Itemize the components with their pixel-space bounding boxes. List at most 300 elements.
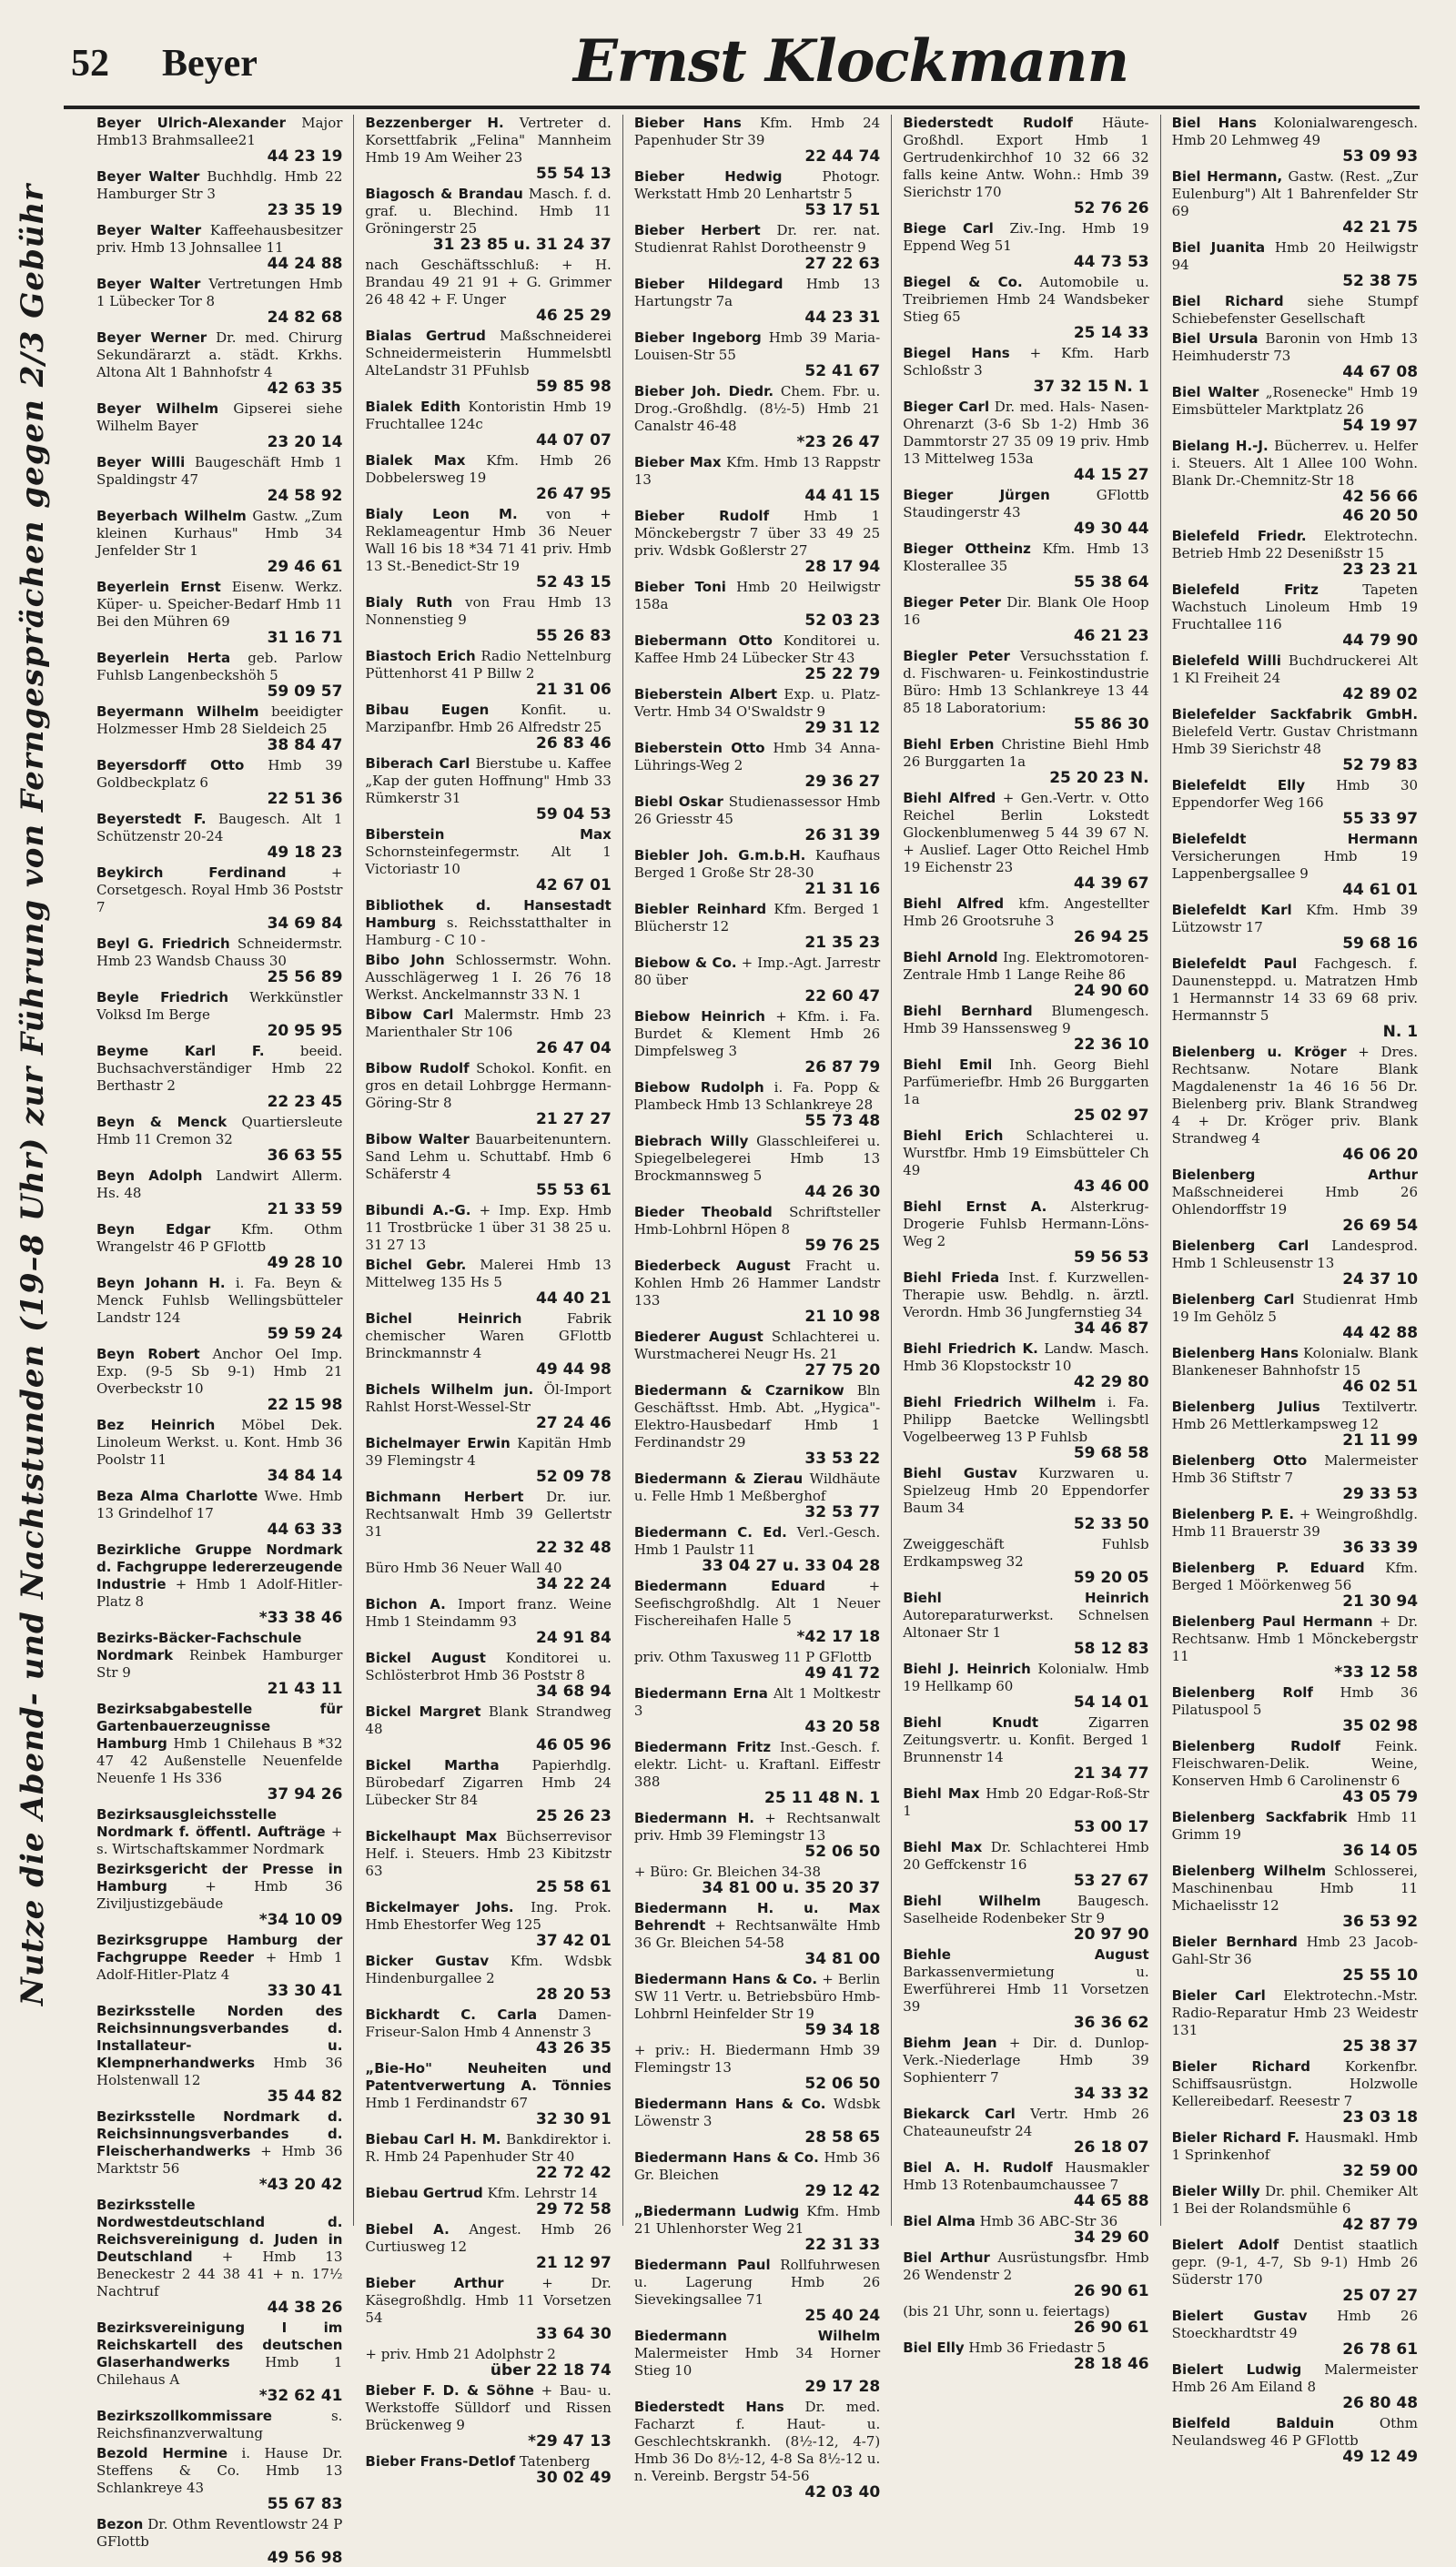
entry-name: Bibow Walter xyxy=(365,1131,470,1147)
advertiser-banner: Ernst Klockmann xyxy=(573,27,1129,96)
directory-entry xyxy=(634,168,880,219)
entry-details: + Hmb 36 Marktstr 56 xyxy=(96,2143,343,2177)
entry-name: Biagosch & Brandau xyxy=(365,186,523,202)
entry-details: Baronin von Hmb 13 Heimhuderstr 73 xyxy=(1171,330,1419,364)
entry-phone: 36 14 05 xyxy=(1342,1842,1419,1860)
directory-entry xyxy=(1172,777,1418,828)
entry-phone: 59 76 25 xyxy=(804,1237,881,1255)
directory-entry xyxy=(96,222,342,273)
entry-details: Dentist staatlich gepr. (9-1, 4-7, Sb 9-1) Hmb 26 Süderstr 170 xyxy=(1171,2237,1419,2288)
entry-details: Chem. Fbr. u. Drog.-Großhdlg. (8½-5) Hmb 21 Canalstr 46-48 xyxy=(633,383,881,434)
entry-name: Beyer Walter xyxy=(96,168,200,185)
entry-name: Biebau Gertrud xyxy=(365,2185,483,2201)
directory-entry xyxy=(903,399,1148,484)
directory-entry xyxy=(1172,2058,1418,2127)
entry-phone: 49 30 44 xyxy=(1073,520,1149,538)
entry-name: Biederer August xyxy=(633,1329,763,1345)
directory-entry xyxy=(634,2257,880,2325)
directory-entry xyxy=(903,1127,1148,1196)
entry-phone: N. 1 xyxy=(1382,1023,1419,1041)
entry-phone: 59 85 98 xyxy=(536,378,612,396)
directory-entry xyxy=(1172,1291,1418,1342)
entry-phone: 26 90 61 xyxy=(1073,2282,1149,2300)
entry-phone: 34 22 24 xyxy=(536,1575,612,1593)
entry-name: Biehl Alfred xyxy=(903,790,996,806)
entry-name: Bichel Gebr. xyxy=(365,1257,467,1273)
entry-name: Bielenberg Otto xyxy=(1171,1452,1308,1469)
entry-phone: 49 18 23 xyxy=(267,844,343,862)
directory-entry xyxy=(1172,706,1418,774)
entry-name: Bieber Hedwig xyxy=(633,168,783,185)
entry-phone: 55 67 83 xyxy=(267,2495,343,2513)
entry-name: Beza Alma Charlotte xyxy=(96,1488,258,1504)
entry-name: Bezirksstelle Nordmark d. Reichsinnungsverbandes d. Fleischerhandwerks xyxy=(96,2108,343,2159)
entry-phone: 42 63 35 xyxy=(267,379,343,398)
entry-name: Biederbeck August xyxy=(633,1258,791,1274)
entry-phone: 25 07 27 xyxy=(1342,2287,1419,2305)
entry-phone: 31 23 85 u. 31 24 37 xyxy=(432,236,612,254)
directory-entry xyxy=(1172,384,1418,435)
directory-entry xyxy=(1172,1684,1418,1735)
directory-entry xyxy=(96,864,342,933)
entry-name: Bialek Max xyxy=(365,452,466,469)
entry-details: „Rosenecke" Hmb 19 Eimsbütteler Marktplatz 26 xyxy=(1171,384,1419,418)
entry-name: Bieger Ottheinz xyxy=(903,541,1031,557)
directory-entry xyxy=(634,508,880,576)
entry-details: Baugesch. Alt 1 Schützenstr 20-24 xyxy=(96,811,343,844)
entry-name: Biebler Reinhard xyxy=(633,901,767,917)
entry-details: Hmb 34 Anna-Lührings-Weg 2 xyxy=(633,740,881,773)
entry-phone: 21 27 27 xyxy=(536,1110,612,1128)
directory-entry xyxy=(96,1541,342,1627)
entry-phone: 49 41 72 xyxy=(804,1664,881,1683)
entry-name: Bieler Carl xyxy=(1171,1987,1266,2004)
entry-phone: 24 37 10 xyxy=(1342,1270,1419,1289)
directory-entry xyxy=(903,895,1148,946)
entry-details: Damen-Friseur-Salon Hmb 4 Annenstr 3 xyxy=(365,2006,612,2040)
entry-details: Malermeister Hmb 34 Horner Stieg 10 xyxy=(633,2345,881,2379)
entry-name: Bielenberg P. Eduard xyxy=(1171,1560,1365,1576)
entry-phone: 21 31 06 xyxy=(536,681,612,699)
directory-entry xyxy=(96,703,342,754)
entry-name: Biedermann C. Ed. xyxy=(633,1524,787,1541)
entry-phone: 31 16 71 xyxy=(267,629,343,647)
entry-name: Biedermann & Czarnikow xyxy=(633,1382,844,1399)
entry-details: s. Reichsfinanzverwaltung xyxy=(96,2408,343,2441)
entry-details: Dr. rer. nat. Studienrat Rahlst Dorotheenstr 9 xyxy=(633,222,881,256)
entry-phone: *34 10 09 xyxy=(258,1911,343,1929)
entry-name: „Biedermann Ludwig xyxy=(633,2203,800,2219)
entry-details: Kolonialw. Blank Blankeneser Bahnhofstr 15 xyxy=(1171,1345,1419,1379)
directory-entry xyxy=(96,811,342,862)
entry-details: Glasschleiferei u. Spiegelbelegerei Hmb 13 Brockmannsweg 5 xyxy=(633,1133,881,1184)
directory-entry xyxy=(96,1861,342,1929)
entry-details: Major Hmb13 Brahmsallee21 xyxy=(96,115,343,148)
entry-name: Bichelmayer Erwin xyxy=(365,1435,511,1451)
directory-entry xyxy=(96,2408,342,2442)
entry-phone: 30 02 49 xyxy=(536,2469,612,2487)
entry-phone: 59 34 18 xyxy=(804,2021,881,2039)
entry-name: Biege Carl xyxy=(903,220,994,237)
entry-phone: 44 73 53 xyxy=(1073,253,1149,271)
entry-details: i. Fa. Popp & Plambeck Hmb 13 Schlankreye 28 xyxy=(633,1079,881,1113)
entry-details: Kfm. Hmb 13 Klosterallee 35 xyxy=(903,541,1149,574)
entry-phone: 54 19 97 xyxy=(1342,417,1419,435)
entry-details: Buchhdlg. Hmb 22 Hamburger Str 3 xyxy=(96,168,343,202)
entry-phone: 53 00 17 xyxy=(1073,1818,1149,1836)
entry-phone: 52 06 50 xyxy=(804,1843,881,1861)
entry-phone: 22 60 47 xyxy=(804,987,881,1006)
entry-details: + Dir. d. Dunlop-Verk.-Niederlage Hmb 39 Sophienterr 7 xyxy=(903,2035,1149,2086)
entry-details: Buchdruckerei Alt 1 Kl Freiheit 24 xyxy=(1171,652,1419,686)
entry-phone: 23 35 19 xyxy=(267,201,343,219)
entry-name: Biebermann Otto xyxy=(633,632,773,649)
entry-details: Bauarbeitenuntern. Sand Lehm u. Schuttabf. Hmb 6 Schäferstr 4 xyxy=(365,1131,612,1182)
entry-name: Biel Hermann, xyxy=(1171,168,1283,185)
entry-phone: 44 61 01 xyxy=(1342,881,1419,899)
entry-phone: 52 43 15 xyxy=(536,573,612,591)
entry-details: + Seefischgroßhdlg. Alt 1 Neuer Fischereihafen Halle 5 xyxy=(633,1578,881,1629)
entry-details: Landw. Masch. Hmb 36 Klopstockstr 10 xyxy=(903,1340,1149,1374)
directory-entry xyxy=(1172,239,1418,290)
header-rule xyxy=(64,106,1420,109)
directory-entry xyxy=(634,955,880,1006)
entry-details: Elektrotechn. Betrieb Hmb 22 Desenißstr 15 xyxy=(1171,528,1419,561)
directory-entry xyxy=(1172,1560,1418,1611)
entry-details: Maßschneiderei Schneidermeisterin Hummelsbtl AlteLandstr 31 PFuhlsb xyxy=(365,328,612,379)
entry-phone: 44 24 88 xyxy=(267,255,343,273)
directory-entry xyxy=(634,383,880,451)
entry-details: Inst. f. Kurzwellen-Therapie usw. Behdlg. n. ärztl. Verordn. Hmb 36 Jungfernstieg 34 xyxy=(903,1269,1149,1320)
directory-entry xyxy=(365,2006,611,2057)
directory-entry xyxy=(634,115,880,166)
entry-name: Biekarck Carl xyxy=(903,2106,1016,2122)
entry-phone: 49 28 10 xyxy=(267,1254,343,1272)
entry-name: Biel A. H. Rudolf xyxy=(903,2159,1053,2176)
entry-details: + Hmb 1 Adolf-Hitler-Platz 8 xyxy=(96,1576,343,1610)
entry-details: + Corsetgesch. Royal Hmb 36 Poststr 7 xyxy=(96,864,343,915)
directory-entry xyxy=(365,1257,611,1308)
directory-entry xyxy=(96,1701,342,1804)
entry-name: Bickelhaupt Max xyxy=(365,1828,498,1844)
entry-details: Kfm. Lehrstr 14 xyxy=(487,2185,598,2201)
entry-details: Blumengesch. Hmb 39 Hanssensweg 9 xyxy=(903,1003,1149,1036)
entry-phone: 44 79 90 xyxy=(1342,632,1419,650)
entry-phone: 53 09 93 xyxy=(1342,147,1419,166)
entry-phone: 25 22 79 xyxy=(804,665,881,683)
directory-columns xyxy=(86,115,1429,2567)
entry-name: Biehl Gustav xyxy=(903,1465,1017,1481)
directory-entry xyxy=(96,2108,342,2194)
entry-details: Hmb 36 Pilatuspool 5 xyxy=(1171,1684,1419,1718)
entry-name: Beyn Adolph xyxy=(96,1167,203,1184)
entry-phone: 43 26 35 xyxy=(536,2039,612,2057)
entry-name: Bialek Edith xyxy=(365,399,461,415)
entry-phone: 25 55 10 xyxy=(1342,1966,1419,1985)
entry-details: Kurzwaren u. Spielzeug Hmb 20 Eppendorfer Baum 34 xyxy=(903,1465,1149,1516)
entry-name: Bielenberg P. E. xyxy=(1171,1506,1294,1522)
directory-entry xyxy=(365,2346,611,2380)
entry-details: Schlosserei, Maschinenbau Hmb 11 Michaelisstr 12 xyxy=(1171,1863,1419,1914)
directory-entry xyxy=(1172,1167,1418,1235)
entry-phone: *29 47 13 xyxy=(528,2432,612,2451)
entry-phone: 26 18 07 xyxy=(1073,2138,1149,2157)
entry-details: Werkkünstler Volksd Im Berge xyxy=(96,989,343,1023)
directory-entry xyxy=(365,1310,611,1379)
entry-name: Bielefeld Friedr. xyxy=(1171,528,1307,544)
entry-details: Bücherrev. u. Helfer i. Steuers. Alt 1 Allee 100 Wohn. Blank Dr.-Chemnitz-Str 18 xyxy=(1171,438,1419,489)
directory-entry xyxy=(1172,1987,1418,2056)
entry-details: Exp. u. Platz-Vertr. Hmb 34 O'Swaldstr 9 xyxy=(633,686,881,720)
entry-phone: 21 30 94 xyxy=(1342,1592,1419,1611)
directory-entry xyxy=(365,952,611,1004)
directory-entry xyxy=(903,1003,1148,1054)
side-notice xyxy=(0,107,66,2082)
entry-name: Biehle August xyxy=(903,1946,1149,1963)
entry-phone: 22 51 36 xyxy=(267,790,343,808)
entry-name: Bibundi A.-G. xyxy=(365,1202,471,1218)
entry-details: von + Reklameagentur Hmb 36 Neuer Wall 16 bis 18 *34 71 41 priv. Hmb 13 St.-Benedict-Str 19 xyxy=(365,506,612,574)
entry-phone: 27 75 20 xyxy=(804,1361,881,1380)
entry-phone: 20 95 95 xyxy=(267,1022,343,1040)
entry-name: Bickelmayer Johs. xyxy=(365,1899,514,1915)
entry-name: Bielenberg u. Kröger xyxy=(1171,1044,1347,1060)
directory-entry xyxy=(634,847,880,898)
entry-name: Biegel & Co. xyxy=(903,274,1023,290)
entry-name: Bielefeldt Karl xyxy=(1171,902,1292,918)
entry-phone: 34 69 84 xyxy=(267,915,343,933)
directory-entry xyxy=(365,897,611,949)
entry-phone: 55 73 48 xyxy=(804,1112,881,1130)
entry-details: Dr. iur. Rechtsanwalt Hmb 39 Gellertstr 31 xyxy=(365,1489,612,1540)
entry-name: Beyer Willi xyxy=(96,454,186,470)
entry-details: Malermeister Hmb 26 Am Eiland 8 xyxy=(1171,2361,1419,2395)
entry-phone: 59 20 05 xyxy=(1073,1569,1149,1587)
entry-name: Bielefeldt Elly xyxy=(1171,777,1306,793)
entry-details: Möbel Dek. Linoleum Werkst. u. Kont. Hmb 36 Poolstr 11 xyxy=(96,1417,343,1468)
entry-name: Bezirksausgleichsstelle Nordmark f. öffentl. Aufträge xyxy=(96,1806,326,1840)
entry-name: Beyerlein Herta xyxy=(96,650,231,666)
directory-entry xyxy=(365,2221,611,2272)
entry-details: s. Reichsstatthalter in Hamburg - C 10 - xyxy=(365,915,612,948)
entry-details: + Gen.-Vertr. v. Otto Reichel Berlin Lokstedt Glockenblumenweg 5 44 39 67 N. + Auslief. Lager Otto Reichel Hmb 19 Eichenstr 23 xyxy=(903,790,1149,875)
entry-details: Hmb 1 Ferdinandstr 67 xyxy=(365,2095,529,2111)
entry-phone: 25 14 33 xyxy=(1073,324,1149,342)
directory-entry xyxy=(96,1275,342,1343)
entry-details: Kolonialwarengesch. Hmb 20 Lehmweg 49 xyxy=(1171,115,1419,148)
entry-name: Bibo John xyxy=(365,952,445,968)
entry-phone: 44 40 21 xyxy=(536,1289,612,1308)
directory-entry xyxy=(903,487,1148,538)
directory-entry xyxy=(903,1785,1148,1836)
entry-name: Biedermann Hans & Co. xyxy=(633,2096,826,2112)
entry-name: Bielenberg Rudolf xyxy=(1171,1738,1341,1754)
entry-name: Bieler Willy xyxy=(1171,2183,1260,2199)
entry-details: Kfm. Hmb 21 Uhlenhorster Weg 21 xyxy=(633,2203,881,2237)
entry-name: Biebow Rudolph xyxy=(633,1079,764,1096)
entry-name: Biehl Friedrich Wilhelm xyxy=(903,1394,1097,1410)
directory-entry xyxy=(96,454,342,505)
entry-phone: 55 86 30 xyxy=(1073,715,1149,733)
entry-name: Bezirkliche Gruppe Nordmark d. Fachgruppe ledererzeugende Industrie xyxy=(96,1541,343,1592)
entry-details: Eisenw. Werkz. Küper- u. Speicher-Bedarf Hmb 11 Bei den Mühren 69 xyxy=(96,579,343,630)
entry-phone: 44 65 88 xyxy=(1073,2192,1149,2210)
entry-name: Biedermann H. xyxy=(633,1810,754,1826)
directory-entry xyxy=(96,1346,342,1414)
directory-entry xyxy=(634,2042,880,2093)
entry-details: Bln Geschäftsst. Hmb. Abt. „Hygica"-Elektro-Hausbedarf Hmb 1 Ferdinandstr 29 xyxy=(633,1382,881,1450)
entry-details: i. Hause Dr. Steffens & Co. Hmb 13 Schlankreye 43 xyxy=(96,2445,343,2496)
entry-details: Hausmakler Hmb 13 Rotenbaumchaussee 7 xyxy=(903,2159,1149,2193)
directory-entry xyxy=(903,1269,1148,1338)
directory-entry xyxy=(903,1198,1148,1267)
directory-entry xyxy=(365,2453,611,2487)
directory-entry xyxy=(96,1488,342,1539)
entry-details: Ziv.-Ing. Hmb 19 Eppend Weg 51 xyxy=(903,220,1149,254)
entry-name: Bichel Heinrich xyxy=(365,1310,522,1327)
entry-phone: 52 41 67 xyxy=(804,362,881,380)
entry-details: Landesprod. Hmb 1 Schleusenstr 13 xyxy=(1171,1238,1419,1271)
entry-details: Kontoristin Hmb 19 Fruchtallee 124c xyxy=(365,399,612,432)
entry-details: Hmb 39 Goldbeckplatz 6 xyxy=(96,757,343,791)
entry-details: Hmb 20 Edgar-Roß-Str 1 xyxy=(903,1785,1149,1819)
entry-name: Bezzenberger H. xyxy=(365,115,504,131)
entry-name: Biedermann Hans & Co. xyxy=(633,1971,818,1987)
entry-phone: 44 15 27 xyxy=(1073,466,1149,484)
directory-entry xyxy=(634,1258,880,1326)
directory-entry xyxy=(96,2003,342,2106)
entry-name: Biel Elly xyxy=(903,2340,965,2356)
entry-details: Feink. Fleischwaren-Delik. Weine, Konserven Hmb 6 Carolinenstr 6 xyxy=(1171,1738,1419,1789)
entry-phone: 44 38 26 xyxy=(267,2299,343,2317)
directory-entry xyxy=(96,2516,342,2567)
entry-name: Bialas Gertrud xyxy=(365,328,486,344)
directory-entry xyxy=(634,632,880,683)
entry-name: Biel Richard xyxy=(1171,293,1284,309)
entry-phone: 59 59 24 xyxy=(267,1325,343,1343)
entry-phone: 44 07 07 xyxy=(536,431,612,450)
entry-details: Hmb 11 Grimm 19 xyxy=(1171,1809,1419,1843)
directory-entry xyxy=(903,1590,1148,1658)
directory-entry xyxy=(1172,2183,1418,2234)
entry-phone: 52 38 75 xyxy=(1342,272,1419,290)
entry-details: Barkassenvermietung u. Ewerführerei Hmb 11 Vorsetzen 39 xyxy=(903,1964,1149,2015)
entry-name: Biegel Hans xyxy=(903,345,1010,361)
directory-entry xyxy=(903,1536,1148,1587)
entry-name: Biberstein Max xyxy=(365,826,612,843)
entry-phone: 34 29 60 xyxy=(1073,2228,1149,2247)
entry-phone: 52 06 50 xyxy=(804,2075,881,2093)
entry-phone: 22 44 74 xyxy=(804,147,881,166)
entry-name: Bieger Peter xyxy=(903,594,1001,611)
entry-phone: 52 79 83 xyxy=(1342,756,1419,774)
directory-entry xyxy=(903,1714,1148,1783)
entry-details: Hmb 20 Heilwigstr 94 xyxy=(1171,239,1419,273)
entry-phone: 35 44 82 xyxy=(267,2087,343,2106)
entry-details: beeidigter Holzmesser Hmb 28 Sieldeich 25 xyxy=(96,703,343,737)
directory-entry xyxy=(903,1839,1148,1890)
directory-entry xyxy=(903,1661,1148,1712)
directory-entry xyxy=(903,648,1148,733)
directory-entry xyxy=(1172,1809,1418,1860)
entry-phone: 33 04 27 u. 33 04 28 xyxy=(702,1557,881,1575)
entry-details: Wdsbk Löwenstr 3 xyxy=(633,2096,881,2129)
directory-entry xyxy=(365,399,611,450)
entry-details: Kapitän Hmb 39 Flemingstr 4 xyxy=(365,1435,612,1469)
entry-name: Bielert Adolf xyxy=(1171,2237,1279,2253)
directory-entry xyxy=(1172,293,1418,328)
entry-details: Rollfuhrwesen u. Lagerung Hmb 26 Sievekingsallee 71 xyxy=(633,2257,881,2308)
page-header xyxy=(64,25,1420,98)
entry-phone: *43 20 42 xyxy=(258,2176,343,2194)
directory-entry xyxy=(903,790,1148,893)
entry-name: Biedermann & Zierau xyxy=(633,1470,804,1487)
entry-name: Bieberstein Otto xyxy=(633,740,765,756)
directory-entry xyxy=(96,2319,342,2405)
entry-phone: 34 81 00 xyxy=(804,1950,881,1968)
directory-entry xyxy=(365,186,611,254)
entry-name: Biehl Max xyxy=(903,1839,983,1855)
directory-entry xyxy=(1172,581,1418,650)
entry-name: Bezirksgericht der Presse in Hamburg xyxy=(96,1861,343,1895)
entry-details: Hausmakl. Hmb 1 Sprinkenhof xyxy=(1171,2129,1419,2163)
entry-name: Bichmann Herbert xyxy=(365,1489,524,1505)
entry-phone: 46 05 96 xyxy=(536,1736,612,1754)
directory-entry xyxy=(903,2106,1148,2157)
entry-name: Biastoch Erich xyxy=(365,648,476,664)
entry-phone: 25 38 37 xyxy=(1342,2037,1419,2056)
directory-entry xyxy=(365,1899,611,1950)
directory-entry xyxy=(634,2328,880,2396)
directory-entry xyxy=(634,686,880,737)
directory-entry xyxy=(1172,902,1418,953)
entry-phone: 22 23 45 xyxy=(267,1093,343,1111)
entry-name: Bickel August xyxy=(365,1650,486,1666)
entry-name: Beyersdorff Otto xyxy=(96,757,245,773)
directory-entry xyxy=(1172,2237,1418,2305)
entry-details: Büchserrevisor Helf. i. Steuers. Hmb 23 Kibitzstr 63 xyxy=(365,1828,612,1879)
entry-name: Bielenberg Wilhelm xyxy=(1171,1863,1327,1879)
entry-name: Biehl Max xyxy=(903,1785,980,1802)
entry-phone: über 22 18 74 xyxy=(490,2361,612,2380)
entry-details: Baugeschäft Hmb 1 Spaldingstr 47 xyxy=(96,454,343,488)
directory-entry xyxy=(634,1008,880,1076)
directory-entry xyxy=(365,1060,611,1128)
entry-name: Biebow Heinrich xyxy=(633,1008,765,1025)
directory-entry xyxy=(365,1435,611,1486)
entry-details: Konditorei u. Schlösterbrot Hmb 36 Poststr 8 xyxy=(365,1650,612,1683)
entry-phone: 42 56 66 xyxy=(1342,488,1419,506)
entry-phone: 29 31 12 xyxy=(804,719,881,737)
entry-phone: 24 91 84 xyxy=(536,1629,612,1647)
entry-phone: 59 09 57 xyxy=(267,682,343,701)
directory-entry xyxy=(365,2382,611,2451)
entry-phone: 42 29 80 xyxy=(1073,1373,1149,1391)
entry-phone: 22 36 10 xyxy=(1073,1036,1149,1054)
entry-name: Bichon A. xyxy=(365,1596,446,1612)
entry-phone: 42 03 40 xyxy=(804,2483,881,2501)
entry-phone: 46 20 50 xyxy=(1342,507,1419,525)
entry-name: Bickhardt C. Carla xyxy=(365,2006,538,2023)
entry-details: Zigarren Zeitungsvertr. u. Konfit. Berged 1 Brunnenstr 14 xyxy=(903,1714,1149,1765)
entry-details: + priv. Hmb 21 Adolphstr 2 xyxy=(365,2346,556,2362)
entry-phone: 21 10 98 xyxy=(804,1308,881,1326)
entry-details: Dr. med. Chirurg Sekundärarzt a. städt. Krkhs. Altona Alt 1 Bahnhofstr 4 xyxy=(96,329,343,380)
entry-phone: 44 39 67 xyxy=(1073,874,1149,893)
entry-details: Wildhäute u. Felle Hmb 1 Meßberghof xyxy=(633,1470,881,1504)
entry-details: + Dr. Rechtsanw. Hmb 1 Mönckebergstr 11 xyxy=(1171,1613,1419,1664)
entry-details: + Rechtsanwälte Hmb 36 Gr. Bleichen 54-58 xyxy=(633,1917,881,1951)
